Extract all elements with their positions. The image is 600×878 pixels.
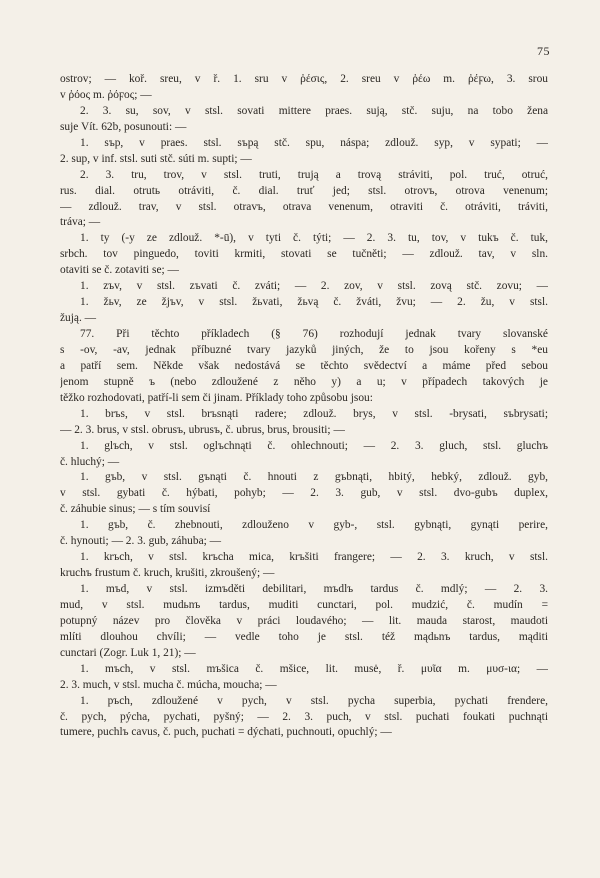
page-number: 75 [537,44,550,58]
text-line: mlíti dlouhou chvíli; — vedle toho je stsl. též mądьnъ tardus, mąditi [60,630,548,643]
text-line: mud, v stsl. mudьnъ tardus, muditi cunctari, pol. mudzić, č. mudín = [60,598,548,611]
text-line: 1. glъch, v stsl. oglъchnąti č. ohlechnouti; — 2. 3. gluch, stsl. gluchъ [80,439,548,452]
text-line: kruchъ frustum č. kruch, krušiti, zkroušený; — [60,567,275,580]
text-line: tráva; — [60,216,101,229]
text-line: srbch. tov pinguedo, toviti krmiti, stovati se tučněti; — zdlouž. tav, v sln. [60,248,548,261]
text-line: 2. sup, v inf. stsl. suti stč. súti m. supti; — [60,152,252,165]
text-line: 1. krъch, v stsl. krъcha mica, krъšiti frangere; — 2. 3. kruch, v stsl. [80,551,548,564]
text-line: č. pych, pýcha, pychati, pyšný; — 2. 3. puch, v stsl. puchati foukati puchnąti [60,710,548,723]
text-line: 2. 3. much, v stsl. mucha č. múcha, moucha; — [60,678,277,691]
body-text [60,72,548,741]
text-line: 1. zъv, v stsl. zъvati č. zváti; — 2. zov, v stsl. zovą stč. zovu; — [80,280,548,293]
text-line: otaviti se č. zotaviti se; — [60,264,179,277]
text-line: 1. gъb, č. zhebnouti, zdlouženo v gyb-, stsl. gybnąti, gynąti perire, [80,519,548,532]
text-line: suje Vít. 62b, posunouti: — [60,120,187,133]
text-line: 2. 3. su, sov, v stsl. sovati mittere praes. sują, stč. suju, na tobo žena [80,104,548,117]
text-line: — 2. 3. brus, v stsl. obrusъ, ubrusъ, č. ubrus, brus, brousiti; — [60,423,345,436]
text-line: 1. brъs, v stsl. brъsnąti radere; zdlouž. brys, v stsl. -brysati, sъbrysati; [80,407,548,420]
text-line: č. hluchý; — [60,455,120,468]
text-line: v stsl. gybati č. hýbati, pohyb; — 2. 3. gub, v stsl. dvo-gubъ duplex, [60,487,548,500]
text-line: 77. Při těchto příkladech (§ 76) rozhodují jednak tvary slovanské [80,328,548,340]
text-line: — zdlouž. trav, v stsl. otravъ, otrava venenum, otraviti č. otráviti, tráviti, [60,200,548,213]
text-line: s -ov, -av, jednak příbuzné tvary jazyků jiných, že to jsou kořeny s *eu [60,343,548,356]
text-line: těžko rozhodovati, patří-li sem či jinam. Příklady toho způsobu jsou: [60,391,373,404]
text-line: v ῥόος m. ῥόϝος; — [60,88,152,101]
text-line: č. hynouti; — 2. 3. gub, záhuba; — [60,535,222,548]
text-line: potupný název pro člověka v práci loudavého; — lit. mauda starost, maudoti [60,614,548,627]
text-line: č. záhubie sinus; — s tím souvisí [60,503,211,516]
text-line: 1. žьv, ze žjъv, v stsl. žьvati, žьvą č. žváti, žvu; — 2. žu, v stsl. [80,296,548,309]
text-line: ostrov; — koř. sreu, v ř. 1. sru v ῥέσις, 2. sreu v ῥέω m. ῥέϝω, 3. srou [60,73,548,85]
text-line: 1. mъch, v stsl. mъšica č. mšice, lit. musė, ř. μυῖα m. μυσ-ια; — [80,662,548,675]
text-line: 1. sъp, v praes. stsl. sъpą stč. spu, náspa; zdlouž. syp, v sypati; — [80,136,548,149]
text-line: tumere, puchlъ cavus, č. puch, puchati = dýchati, puchnouti, opuchlý; — [60,726,392,739]
text-line: a patří sem. Někde však nedostává se těchto svědectví a máme před sebou [60,359,548,372]
text-line: 1. mъd, v stsl. izmъděti debilitari, mъdlъ tardus č. mdlý; — 2. 3. [80,583,548,595]
text-line: jenom stupně ъ (nebo zdloužené z něho y) a u; v případech takových je [60,375,548,388]
text-line: žują. — [60,312,97,325]
text-line: rus. dial. otrutь otráviti, č. dial. truť jed; stsl. otrovъ, otrova venenum; [60,184,548,197]
text-line: 1. pъch, zdloužené v pych, v stsl. pycha superbia, pychati frendere, [80,694,548,707]
text-line: 1. gъb, v stsl. gъnąti č. hnouti z gъbnąti, hbitý, hebký, zdlouž. gyb, [80,471,548,484]
text-line: cunctari (Zogr. Luk 1, 21); — [60,646,196,659]
text-line: 2. 3. tru, trov, v stsl. truti, trują a trovą stráviti, pol. truć, otruć, [80,168,548,181]
text-line: 1. ty (-y ze zdlouž. *-ū), v tyti č. týti; — 2. 3. tu, tov, v tukъ č. tuk, [80,232,548,245]
